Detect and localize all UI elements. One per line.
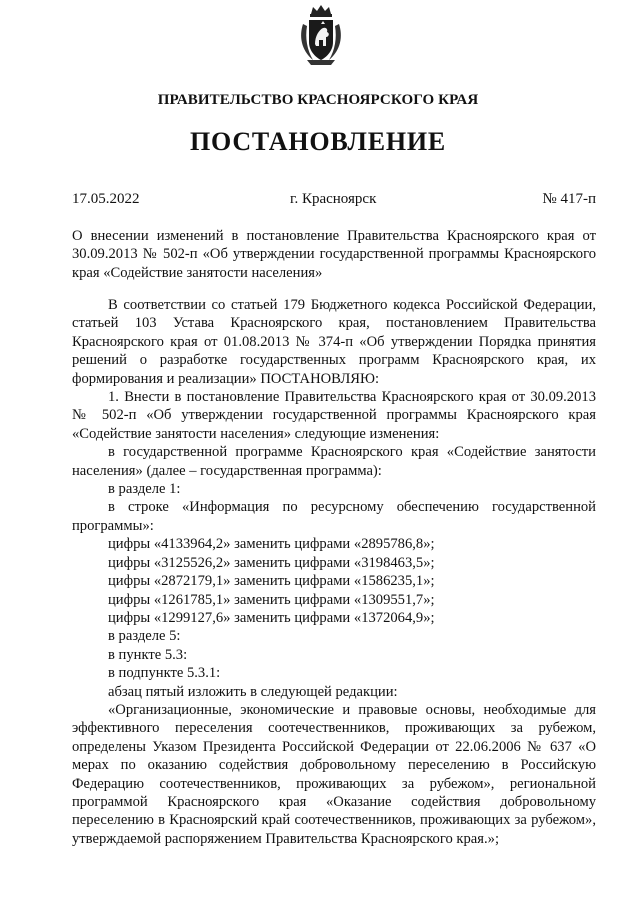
paragraph-replace-figures: цифры «1299127,6» заменить цифрами «1372064,9»; bbox=[108, 609, 435, 626]
government-title: ПРАВИТЕЛЬСТВО КРАСНОЯРСКОГО КРАЯ bbox=[157, 92, 479, 108]
paragraph-item-1: 1. Внести в постановление Правительства Красноярского края от 30.09.2013 № 502-п «Об утверждении государственной программы Красноярского края «Содействие занятости населения» следующие изменения: bbox=[72, 389, 596, 442]
paragraph-quoted-text: «Организационные, экономические и правовые основы, необходимые для эффективного переселения соотечественников, проживающих за рубежом, определены Указом Президента Российской Федерации от 22.06.2006 № 637 «О мерах по оказанию содействия добровольному переселению в Российскую Федерацию соотечественников, проживающих за рубежом», региональной программой Красноярского края «Оказание содействия добровольному переселению в Красноярский край соотечественников, проживающих за рубежом», утверждаемой распоряжением Правительства Красноярского края.»; bbox=[72, 701, 596, 847]
paragraph-section-1: в разделе 1: bbox=[108, 481, 181, 498]
document-number: № 417-п bbox=[542, 191, 596, 207]
paragraph-subpoint-5-3-1: в подпункте 5.3.1: bbox=[108, 665, 221, 682]
document-meta-row bbox=[72, 191, 596, 211]
paragraph-replace-figures: цифры «3125526,2» заменить цифрами «3198463,5»; bbox=[108, 554, 435, 571]
paragraph-new-wording: абзац пятый изложить в следующей редакции: bbox=[108, 683, 398, 700]
paragraph-point-5-3: в пункте 5.3: bbox=[108, 646, 188, 663]
paragraph-program: в государственной программе Красноярского края «Содействие занятости населения» (далее – государственная программа): bbox=[72, 444, 596, 479]
paragraph-resource-row: в строке «Информация по ресурсному обеспечению государственной программы»: bbox=[72, 499, 596, 534]
krasnoyarsk-coat-of-arms-icon bbox=[297, 4, 345, 66]
document-body bbox=[72, 296, 596, 848]
paragraph-replace-figures: цифры «2872179,1» заменить цифрами «1586235,1»; bbox=[108, 573, 435, 590]
document-subject: О внесении изменений в постановление Правительства Красноярского края от 30.09.2013 № 502-п «Об утверждении государственной программы Красноярского края «Содействие занятости населения» bbox=[72, 228, 596, 281]
paragraph-replace-figures: цифры «4133964,2» заменить цифрами «2895786,8»; bbox=[108, 536, 435, 553]
paragraph-section-5: в разделе 5: bbox=[108, 628, 181, 645]
document-type-heading: ПОСТАНОВЛЕНИЕ bbox=[189, 127, 447, 156]
paragraph-replace-figures: цифры «1261785,1» заменить цифрами «1309551,7»; bbox=[108, 591, 435, 608]
paragraph-preamble: В соответствии со статьей 179 Бюджетного кодекса Российской Федерации, статьей 103 Устава Красноярского края, постановлением Правительства Красноярского края от 01.08.2013 № 374-п «Об утверждении Порядка принятия решений о разработке государственных программ Красноярского края, их формирования и реализации» ПОСТАНОВЛЯЮ: bbox=[72, 297, 596, 387]
document-date: 17.05.2022 bbox=[72, 191, 140, 207]
document-city: г. Красноярск bbox=[290, 191, 377, 207]
